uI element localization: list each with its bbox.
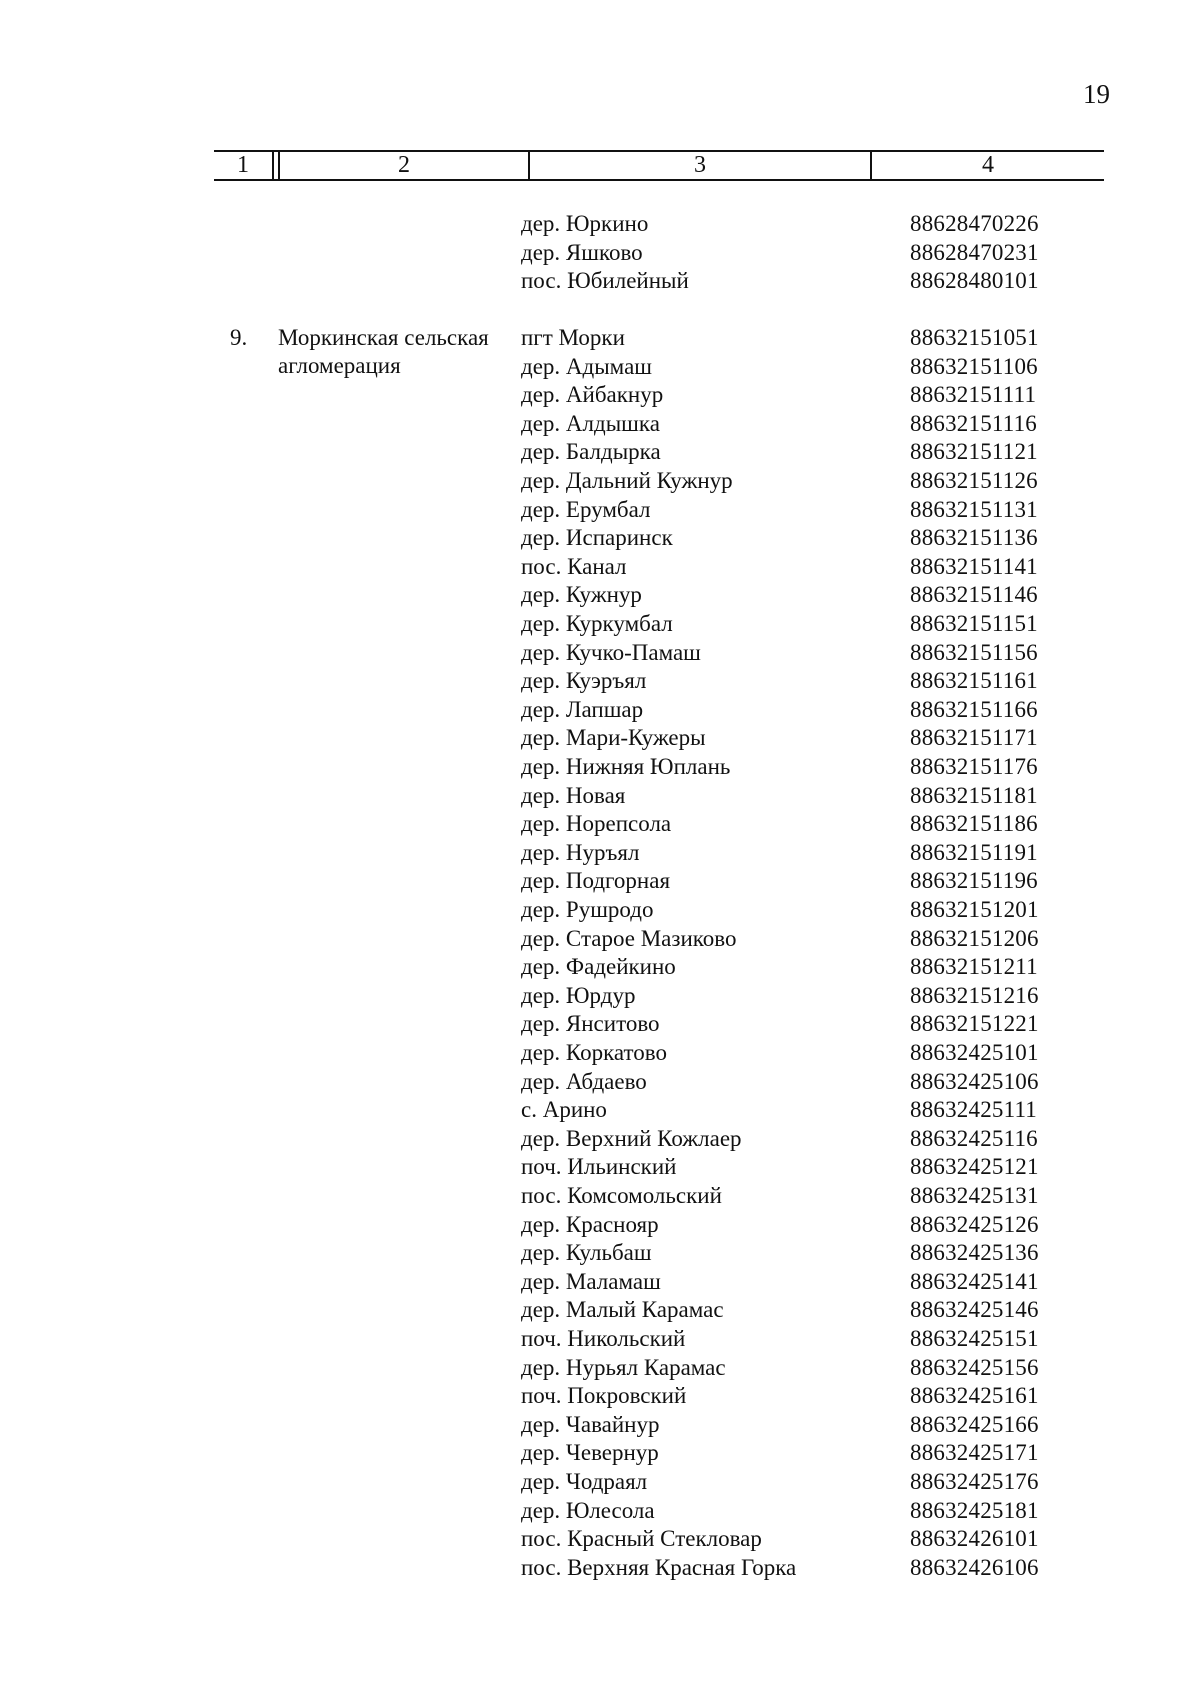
settlement-name: дер. Адымаш <box>521 353 652 379</box>
table-row <box>0 1181 1200 1210</box>
header-col-1: 1 <box>237 152 249 178</box>
oktmo-code: 88632151131 <box>910 496 1038 522</box>
oktmo-code: 88632151111 <box>910 382 1037 408</box>
oktmo-code: 88632425156 <box>910 1354 1039 1380</box>
settlement-name: пос. Красный Стекловар <box>521 1526 762 1552</box>
settlement-name: дер. Чодраял <box>521 1469 648 1494</box>
table-row <box>0 1410 1200 1439</box>
oktmo-code: 88632151211 <box>910 954 1038 980</box>
oktmo-code: 88632425181 <box>910 1497 1039 1523</box>
agglomeration-name-line1: Моркинская сельская <box>278 325 489 350</box>
settlement-name: дер. Кучко-Памаш <box>521 639 701 665</box>
table-row <box>0 1009 1200 1038</box>
table-row <box>0 666 1200 695</box>
section-number: 9. <box>230 325 248 350</box>
table-row <box>0 723 1200 752</box>
table-row <box>0 1038 1200 1067</box>
oktmo-code: 88628480101 <box>910 268 1039 293</box>
oktmo-code: 88632426101 <box>910 1526 1039 1552</box>
table-row <box>0 781 1200 810</box>
table-row <box>0 1152 1200 1181</box>
oktmo-code: 88632425161 <box>910 1383 1039 1409</box>
settlement-name: дер. Абдаево <box>521 1068 647 1094</box>
table-row <box>0 1067 1200 1096</box>
table-row <box>0 437 1200 466</box>
table-row <box>0 924 1200 953</box>
settlement-name: дер. Нуръял <box>521 839 640 865</box>
oktmo-code: 88632151106 <box>910 353 1038 379</box>
table-row <box>0 523 1200 552</box>
oktmo-code: 88628470231 <box>910 239 1039 265</box>
table-row <box>0 1238 1200 1267</box>
settlement-name: дер. Айбакнур <box>521 382 664 408</box>
table-row <box>0 1124 1200 1153</box>
oktmo-code: 88632425136 <box>910 1240 1039 1266</box>
oktmo-code: 88632425146 <box>910 1297 1039 1323</box>
oktmo-code: 88632151191 <box>910 839 1038 865</box>
oktmo-code: 88632425141 <box>910 1268 1039 1294</box>
settlement-name: поч. Никольский <box>521 1326 686 1351</box>
table-row <box>0 638 1200 667</box>
oktmo-code: 88632151156 <box>910 639 1038 665</box>
table-row <box>0 1467 1200 1496</box>
settlement-name: дер. Новая <box>521 782 626 808</box>
table-row <box>0 1438 1200 1467</box>
oktmo-code: 88632151151 <box>910 611 1038 636</box>
oktmo-code: 88632151146 <box>910 582 1038 608</box>
table-row <box>0 1267 1200 1296</box>
oktmo-code: 88632151176 <box>910 754 1038 779</box>
table-row <box>0 952 1200 981</box>
settlement-name: пос. Верхняя Красная Горка <box>521 1554 797 1580</box>
table-row <box>0 1295 1200 1324</box>
oktmo-code: 88632426106 <box>910 1554 1039 1580</box>
settlement-name: поч. Покровский <box>521 1383 687 1409</box>
settlement-name: дер. Дальний Кужнур <box>521 468 733 493</box>
table-row <box>0 466 1200 495</box>
oktmo-code: 88632425111 <box>910 1097 1037 1123</box>
settlement-name: пос. Канал <box>521 553 627 579</box>
settlement-name: дер. Норепсола <box>521 811 672 837</box>
table-row <box>0 752 1200 781</box>
table-row <box>0 895 1200 924</box>
oktmo-code: 88632425176 <box>910 1469 1039 1494</box>
oktmo-code: 88632151201 <box>910 897 1039 922</box>
settlement-name: дер. Юлесола <box>521 1497 655 1523</box>
header-col-2: 2 <box>398 152 410 178</box>
oktmo-code: 88632151166 <box>910 696 1038 722</box>
settlement-name: дер. Чавайнур <box>521 1411 660 1437</box>
oktmo-code: 88632425106 <box>910 1068 1039 1094</box>
header-col-3: 3 <box>694 152 706 178</box>
settlement-name: дер. Краснояр <box>521 1211 659 1237</box>
settlement-name: дер. Нурьял Карамас <box>521 1354 726 1380</box>
oktmo-code: 88632425151 <box>910 1326 1039 1351</box>
table-row <box>0 323 1200 352</box>
table-row <box>0 695 1200 724</box>
table-row <box>0 1353 1200 1382</box>
oktmo-code: 88632151216 <box>910 982 1039 1008</box>
settlement-name: дер. Мари-Кужеры <box>521 725 706 751</box>
settlement-name: дер. Куэръял <box>521 668 647 694</box>
settlement-name: дер. Яшково <box>521 239 643 265</box>
settlement-name: дер. Лапшар <box>521 696 644 722</box>
oktmo-code: 88632151206 <box>910 925 1039 951</box>
table-row <box>0 809 1200 838</box>
table-row <box>0 209 1200 238</box>
settlement-name: дер. Подгорная <box>521 868 671 894</box>
settlement-name: дер. Испаринск <box>521 525 673 551</box>
oktmo-code: 88632151141 <box>910 553 1038 579</box>
settlement-name: пос. Комсомольский <box>521 1183 722 1208</box>
table-row <box>0 266 1200 295</box>
settlement-name: поч. Ильинский <box>521 1154 677 1180</box>
settlement-name: дер. Ерумбал <box>521 496 651 522</box>
page-number: 19 <box>1083 79 1110 109</box>
settlement-name: пгт Морки <box>521 325 625 350</box>
table-row <box>0 981 1200 1010</box>
oktmo-code: 88632151171 <box>910 725 1038 751</box>
oktmo-code: 88632151126 <box>910 468 1038 493</box>
settlement-name: дер. Коркатово <box>521 1040 667 1065</box>
table-row <box>0 1524 1200 1553</box>
table-row <box>0 1210 1200 1239</box>
oktmo-code: 88628470226 <box>910 211 1039 236</box>
settlement-name: дер. Юрдур <box>521 982 636 1008</box>
table-row <box>0 495 1200 524</box>
oktmo-code: 88632425101 <box>910 1040 1039 1065</box>
settlement-name: дер. Верхний Кожлаер <box>521 1125 742 1151</box>
settlement-name: дер. Чевернур <box>521 1440 659 1466</box>
oktmo-code: 88632151136 <box>910 525 1038 551</box>
oktmo-code: 88632425121 <box>910 1154 1039 1180</box>
table-row <box>0 1496 1200 1525</box>
settlement-name: дер. Маламаш <box>521 1268 661 1294</box>
header-col-4: 4 <box>982 152 994 178</box>
settlement-name: дер. Старое Мазиково <box>521 925 737 951</box>
settlement-name: дер. Нижняя Юплань <box>521 754 731 779</box>
table-header <box>214 150 1104 181</box>
settlement-name: пос. Юбилейный <box>521 268 689 293</box>
oktmo-code: 88632151051 <box>910 325 1039 350</box>
oktmo-code: 88632151116 <box>910 410 1037 436</box>
oktmo-code: 88632151196 <box>910 868 1038 894</box>
settlement-name: дер. Куркумбал <box>521 611 673 636</box>
table-row <box>0 380 1200 409</box>
oktmo-code: 88632151186 <box>910 811 1038 837</box>
table-row <box>0 552 1200 581</box>
table-row <box>0 838 1200 867</box>
oktmo-code: 88632151161 <box>910 668 1038 694</box>
oktmo-code: 88632151121 <box>910 439 1038 465</box>
table-row <box>0 238 1200 267</box>
settlement-name: дер. Алдышка <box>521 410 660 436</box>
agglomeration-name-line2: агломерация <box>278 353 401 378</box>
table-row <box>0 1095 1200 1124</box>
table-row <box>0 580 1200 609</box>
oktmo-code: 88632425126 <box>910 1211 1039 1237</box>
table-row <box>0 1324 1200 1353</box>
oktmo-code: 88632425166 <box>910 1411 1039 1437</box>
settlement-name: дер. Кульбаш <box>521 1240 652 1266</box>
settlement-name: дер. Фадейкино <box>521 954 676 980</box>
settlement-name: дер. Кужнур <box>521 582 642 608</box>
oktmo-code: 88632425131 <box>910 1183 1039 1208</box>
settlement-name: дер. Балдырка <box>521 439 661 465</box>
table-row <box>0 609 1200 638</box>
header-divider <box>272 150 274 181</box>
settlement-name: дер. Рушродо <box>521 897 654 922</box>
settlement-name: с. Арино <box>521 1097 607 1123</box>
oktmo-code: 88632151181 <box>910 782 1038 808</box>
settlement-name: дер. Янситово <box>521 1011 660 1037</box>
settlement-name: дер. Юркино <box>521 211 649 236</box>
oktmo-code: 88632425171 <box>910 1440 1039 1466</box>
table-row <box>0 1381 1200 1410</box>
table-row <box>0 409 1200 438</box>
settlement-name: дер. Малый Карамас <box>521 1297 724 1323</box>
oktmo-code: 88632151221 <box>910 1011 1039 1037</box>
oktmo-code: 88632425116 <box>910 1125 1038 1151</box>
table-row <box>0 352 1200 381</box>
table-row <box>0 866 1200 895</box>
table-row <box>0 1553 1200 1582</box>
